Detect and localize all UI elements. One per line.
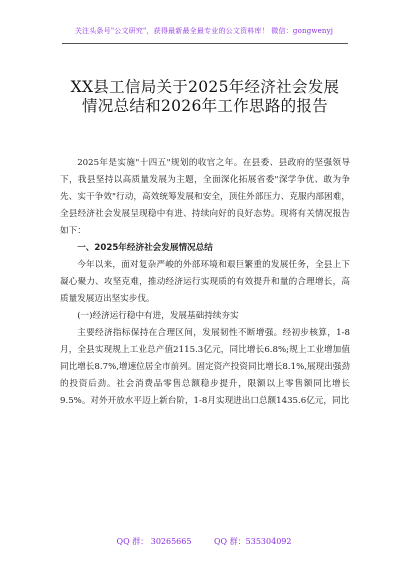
- footer: [0, 536, 408, 547]
- intro-paragraph: 2025年是实施"十四五"规划的收官之年。在县委、县政府的坚强领导下，我县坚持以高质量发展为主题，全面深化拓展省委"深学争优、敢为争先、实干争效"行动，高效统筹发展和安全，顶住外部压力、克服内部困难，全县经济社会发展呈现稳中有进、持续向好的良好态势。现将有关情况报告如下：: [60, 158, 350, 236]
- document-title: XX县工信局关于2025年经济社会发展情况总结和2026年工作思路的报告: [70, 78, 340, 115]
- subsection-paragraph: 主要经济指标保持在合理区间，发展韧性不断增强。经初步核算，1-8月，全县实现规上工业总产值2115.3亿元，同比增长6.8%;规上工业增加值同比增长8.7%,增速位居全市前列。固定资产投资同比增长8.1%,展现出强劲的投资后劲。社会消费品零售总额稳步提升，限额以上零售额同比增长9.5%。对外开放水平迈上新台阶，1-8月实现进出口总额1435.6亿元，同比: [60, 328, 350, 406]
- header-divider: [62, 43, 348, 44]
- header-note: 关注头条号"公文研究"，获得最新最全最专业的公文资料库！ 微信：gongwenyj: [74, 27, 334, 35]
- section-heading: 一、2025年经济社会发展情况总结: [77, 243, 213, 253]
- document-body: [60, 155, 350, 410]
- footer-qq-group-1: QQ 群： 30265665: [116, 537, 192, 546]
- footer-qq-group-2: QQ 群：535304092: [214, 537, 292, 546]
- section-paragraph: 今年以来，面对复杂严峻的外部环境和艰巨繁重的发展任务，全县上下凝心聚力、攻坚克难，推动经济运行实现质的有效提升和量的合理增长，高质量发展迈出坚实步伐。: [60, 260, 350, 304]
- subsection-heading: (一)经济运行稳中有进，发展基础持续夯实: [77, 311, 239, 321]
